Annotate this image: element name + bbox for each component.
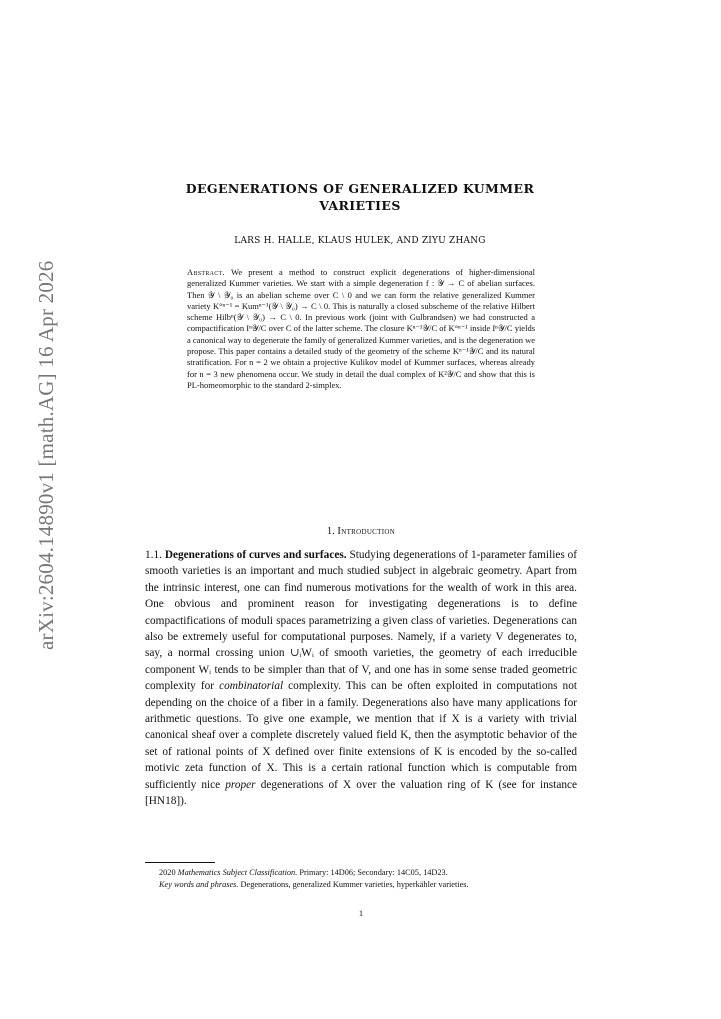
paper-title (160, 180, 560, 214)
section-number: 1. (326, 526, 335, 537)
footnote-rule (145, 862, 215, 863)
paragraph-heading: Degenerations of curves and surfaces. (164, 549, 347, 561)
keywords-footnote (145, 879, 577, 891)
msc-text: Primary: 14D06; Secondary: 14C05, 14D23. (299, 868, 448, 877)
abstract-text: We present a method to construct explicit degenerations of higher-dimensional generalized Kummer varieties. We start with a simple degeneration f : 𝒴 → C of abelian surfaces. Then 𝒴 \ 𝒴₀ is an abelian scheme over C \ 0 and we can form the relative generalized Kummer variety K°ⁿ⁻¹ = Kumⁿ⁻¹(𝒴 \ 𝒴₀) → C \ 0. This is naturally a closed subscheme of the relative Hilbert scheme Hilbⁿ(𝒴 \ 𝒴₀) → C \ 0. In previous work (joint with Gulbrandsen) we had constructed a compactification Iⁿ𝒴/C over C of the latter scheme. The closure Kⁿ⁻¹𝒴/C of K°ⁿ⁻¹ inside Iⁿ𝒴/C yields a canonical way to degenerate the family of generalized Kummer varieties, and is the degeneration we propose. This paper contains a detailed study of the geometry of the scheme Kⁿ⁻¹𝒴/C and its natural stratification. For n = 2 we obtain a projective Kulikov model of Kummer surfaces, whereas already for n = 3 new phenomena occur. We study in detail the dual complex of K²𝒴/C and show that this is PL-homeomorphic to the standard 2-simplex. (187, 267, 535, 390)
keywords-label: Key words and phrases. (159, 879, 239, 889)
keywords-text: Degenerations, generalized Kummer varieties, hyperkähler varieties. (240, 879, 469, 889)
paragraph-text-part-3: degenerations of X over the valuation ring of K (see for instance [HN18]). (145, 778, 578, 808)
abstract-heading: Abstract. (187, 267, 225, 277)
msc-year: 2020 (159, 868, 176, 877)
title-line-1: DEGENERATIONS OF GENERALIZED KUMMER (185, 181, 535, 196)
page-number: 1 (358, 908, 364, 918)
arxiv-identifier: arXiv:2604.14890v1 [math.AG] 16 Apr 2026 (34, 260, 58, 650)
author-list: LARS H. HALLE, KLAUS HULEK, AND ZIYU ZHANG (234, 236, 486, 246)
footnotes (145, 867, 577, 890)
section-heading (145, 526, 577, 537)
intro-paragraph (145, 547, 577, 810)
paragraph-text-part-2: complexity. This can be often exploited in computations not depending on the choice of a fiber in a family. Degenerations also have many applications for arithmetic questions. To give one example, we mention that if X is a variety with trivial canonical sheaf over a complete discretely valued field K, then the asymptotic behavior of the set of rational points of X defined over finite extensions of K is encoded by the so-called motivic zeta function of X. This is a certain rational function which is computable from sufficiently nice (145, 680, 577, 791)
abstract (187, 267, 535, 391)
paragraph-text-part-1: Studying degenerations of 1-parameter families of smooth varieties is an important and much studied subject in algebraic geometry. Apart from the intrinsic interest, one can find numerous motivations for the wealth of work in this area. One obvious and prominent reason for investigating degenerations is to define compactifications of moduli spaces parametrizing a given class of varieties. Degenerations can also be extremely useful for computational purposes. Namely, if a variety V degenerates to, say, a normal crossing union ∪ᵢWᵢ of smooth varieties, the geometry of each irreducible component Wᵢ tends to be simpler than that of V, and one has in some sense traded geometric complexity for (145, 549, 578, 693)
msc-footnote (145, 867, 577, 879)
emphasis-proper: proper (225, 778, 256, 791)
title-line-2: VARIETIES (319, 198, 401, 213)
paragraph-number: 1.1. (145, 549, 162, 561)
section-title-text: Introduction (337, 526, 396, 537)
msc-label: Mathematics Subject Classification. (177, 868, 298, 877)
emphasis-combinatorial: combinatorial (219, 680, 284, 693)
